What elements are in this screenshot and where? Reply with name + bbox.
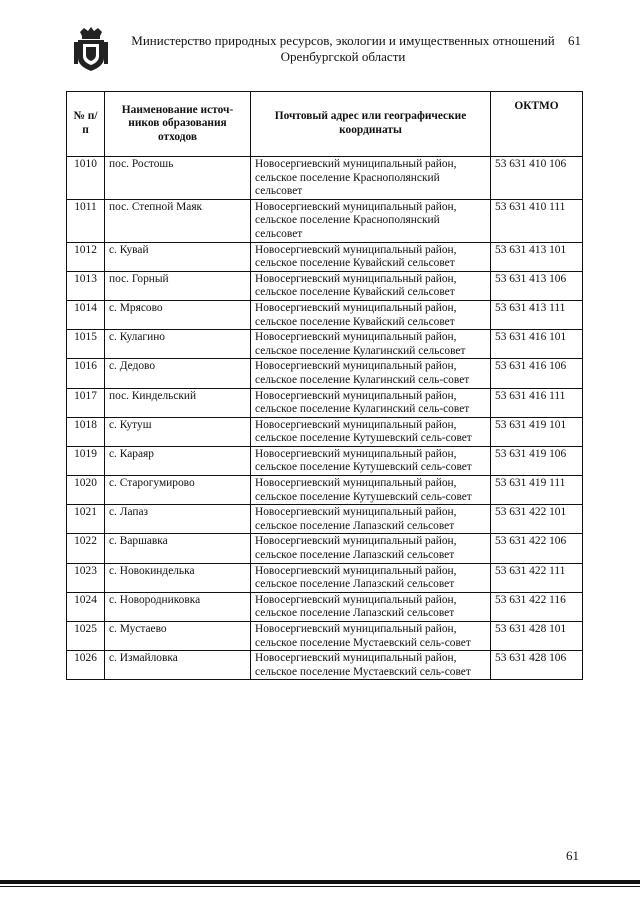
row-name: с. Кулагино [105,330,251,359]
row-address: Новосергиевский муниципальный район, сельское поселение Кутушевский сель-совет [251,446,491,475]
row-oktmo: 53 631 410 106 [491,157,583,200]
row-oktmo: 53 631 413 101 [491,242,583,271]
row-name: с. Мрясово [105,300,251,329]
row-name: с. Караяр [105,446,251,475]
row-num: 1010 [67,157,105,200]
row-num: 1020 [67,476,105,505]
table-header-row [67,92,583,157]
row-name: с. Кувай [105,242,251,271]
row-address: Новосергиевский муниципальный район, сельское поселение Кувайский сельсовет [251,300,491,329]
table-row [67,651,583,680]
registry-table [66,91,583,680]
row-name: пос. Ростошь [105,157,251,200]
column-header-address: Почтовый адрес или географические координаты [251,92,491,157]
row-num: 1014 [67,300,105,329]
row-oktmo: 53 631 428 106 [491,651,583,680]
table-row [67,300,583,329]
table-row [67,505,583,534]
table-row [67,592,583,621]
row-name: пос. Киндельский [105,388,251,417]
table-row [67,563,583,592]
row-oktmo: 53 631 422 106 [491,534,583,563]
row-num: 1016 [67,359,105,388]
table-row [67,476,583,505]
table-row [67,359,583,388]
row-address: Новосергиевский муниципальный район, сельское поселение Кутушевский сель-совет [251,417,491,446]
row-oktmo: 53 631 422 111 [491,563,583,592]
row-name: пос. Степной Маяк [105,199,251,242]
row-num: 1022 [67,534,105,563]
row-oktmo: 53 631 422 116 [491,592,583,621]
row-address: Новосергиевский муниципальный район, сельское поселение Лапазский сельсовет [251,563,491,592]
row-address: Новосергиевский муниципальный район, сельское поселение Лапазский сельсовет [251,592,491,621]
row-address: Новосергиевский муниципальный район, сельское поселение Кулагинский сель-совет [251,388,491,417]
row-address: Новосергиевский муниципальный район, сельское поселение Кувайский сельсовет [251,242,491,271]
row-address: Новосергиевский муниципальный район, сельское поселение Краснополянский сельсовет [251,157,491,200]
footer-divider [0,880,640,884]
table-row [67,242,583,271]
row-num: 1011 [67,199,105,242]
row-num: 1021 [67,505,105,534]
table-row [67,388,583,417]
ministry-title-line2: Оренбургской области [280,49,406,64]
row-num: 1013 [67,271,105,300]
row-num: 1019 [67,446,105,475]
footer-page-number: 61 [566,848,579,863]
row-name: пос. Горный [105,271,251,300]
row-oktmo: 53 631 413 106 [491,271,583,300]
row-oktmo: 53 631 419 106 [491,446,583,475]
ministry-title-line1: Министерство природных ресурсов, экологии и имущественных отношений [131,33,555,48]
row-address: Новосергиевский муниципальный район, сельское поселение Мустаевский сель-совет [251,622,491,651]
row-name: с. Кутуш [105,417,251,446]
row-address: Новосергиевский муниципальный район, сельское поселение Лапазский сельсовет [251,534,491,563]
row-address: Новосергиевский муниципальный район, сельское поселение Кулагинский сельсовет [251,330,491,359]
row-oktmo: 53 631 410 111 [491,199,583,242]
row-address: Новосергиевский муниципальный район, сельское поселение Лапазский сельсовет [251,505,491,534]
row-num: 1017 [67,388,105,417]
table-row [67,330,583,359]
column-header-oktmo: ОКТМО [491,92,583,157]
row-num: 1024 [67,592,105,621]
row-num: 1023 [67,563,105,592]
row-oktmo: 53 631 413 111 [491,300,583,329]
row-oktmo: 53 631 416 111 [491,388,583,417]
row-name: с. Измайловка [105,651,251,680]
row-num: 1025 [67,622,105,651]
row-oktmo: 53 631 416 101 [491,330,583,359]
row-name: с. Новородниковка [105,592,251,621]
header-page-number: 61 [568,33,581,48]
row-num: 1012 [67,242,105,271]
row-address: Новосергиевский муниципальный район, сельское поселение Кутушевский сель-совет [251,476,491,505]
row-num: 1026 [67,651,105,680]
table-row [67,446,583,475]
row-name: с. Дедово [105,359,251,388]
row-num: 1015 [67,330,105,359]
row-name: с. Старогумирово [105,476,251,505]
row-name: с. Новокинделька [105,563,251,592]
table-row [67,271,583,300]
row-oktmo: 53 631 428 101 [491,622,583,651]
row-oktmo: 53 631 422 101 [491,505,583,534]
row-address: Новосергиевский муниципальный район, сельское поселение Мустаевский сель-совет [251,651,491,680]
row-address: Новосергиевский муниципальный район, сельское поселение Краснополянский сельсовет [251,199,491,242]
table-body [67,157,583,680]
row-name: с. Лапаз [105,505,251,534]
footer-divider-thin [0,886,640,887]
row-oktmo: 53 631 416 106 [491,359,583,388]
page-header [0,0,640,90]
table-row [67,157,583,200]
table-row [67,622,583,651]
ministry-title [120,33,566,65]
row-num: 1018 [67,417,105,446]
row-name: с. Мустаево [105,622,251,651]
row-name: с. Варшавка [105,534,251,563]
coat-of-arms-icon [74,26,108,72]
column-header-name: Наименование источ-ников образования отходов [105,92,251,157]
table-row [67,417,583,446]
row-oktmo: 53 631 419 111 [491,476,583,505]
row-oktmo: 53 631 419 101 [491,417,583,446]
table-row [67,199,583,242]
table-row [67,534,583,563]
row-address: Новосергиевский муниципальный район, сельское поселение Кувайский сельсовет [251,271,491,300]
row-address: Новосергиевский муниципальный район, сельское поселение Кулагинский сель-совет [251,359,491,388]
column-header-num: № п/п [67,92,105,157]
